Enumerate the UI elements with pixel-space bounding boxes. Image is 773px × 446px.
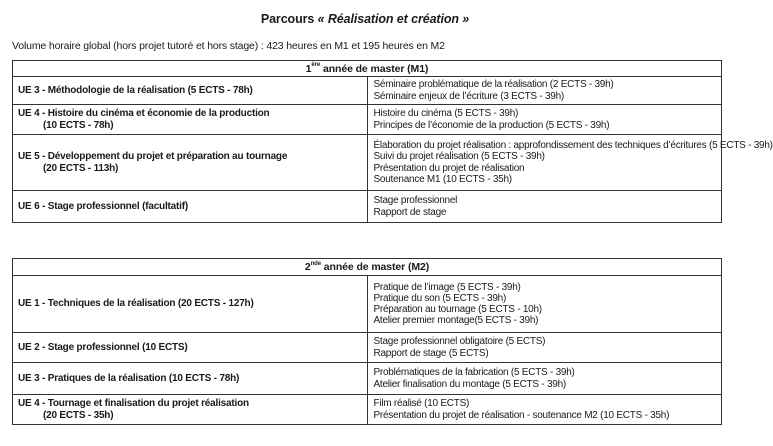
volume-horaire-text: Volume horaire global (hors projet tutoré et hors stage) : 423 heures en M1 et 195 heures en M2 (12, 40, 445, 52)
course-item: Pratique de l’image (5 ECTS - 39h) (373, 281, 521, 293)
table-row (13, 191, 722, 223)
course-item: Présentation du projet de réalisation (373, 162, 525, 174)
course-item: Séminaire problématique de la réalisation (2 ECTS - 39h) (373, 79, 614, 91)
ue-title: UE 1 - Techniques de la réalisation (20 ECTS - 127h) (18, 298, 254, 309)
ue-title: UE 6 - Stage professionnel (facultatif) (18, 200, 189, 212)
course-item: Suivi du projet réalisation (5 ECTS - 39h) (373, 151, 545, 163)
course-item: Préparation au tournage (5 ECTS - 10h) (373, 304, 542, 315)
course-item: Film réalisé (10 ECTS) (373, 398, 470, 410)
course-item: Problématiques de la fabrication (5 ECTS - 39h) (373, 367, 575, 379)
ue-cell (13, 363, 368, 395)
page-title (0, 12, 730, 26)
table-m1-header-row (13, 61, 722, 77)
ue-title: UE 2 - Stage professionnel (10 ECTS) (18, 341, 188, 353)
ue-cell (13, 333, 368, 363)
table-row (13, 333, 722, 363)
table-m2-header-sup: nde (310, 260, 321, 267)
course-item: Pratique du son (5 ECTS - 39h) (373, 292, 507, 304)
course-list (367, 333, 722, 363)
course-item: Rapport de stage (5 ECTS) (373, 347, 489, 359)
table-m1 (12, 60, 773, 223)
ue-cell (13, 395, 368, 425)
course-item: Rapport de stage (373, 206, 447, 218)
course-item: Élaboration du projet réalisation : approfondissement des techniques d’écritures (5 ECTS - 39h) (373, 140, 773, 152)
ue-title: UE 3 - Méthodologie de la réalisation (5 ECTS - 78h) (18, 84, 253, 96)
course-item: Stage professionnel (373, 195, 458, 207)
table-m2-header-text: année de master (M2) (320, 261, 430, 273)
ue-credits: (10 ECTS - 78h) (43, 119, 114, 131)
ue-title: UE 4 - Tournage et finalisation du projet réalisation (18, 397, 249, 409)
table-m1-header-num: 1 (305, 62, 312, 75)
table-m1-header (13, 61, 722, 77)
course-item: Histoire du cinéma (5 ECTS - 39h) (373, 108, 519, 120)
course-list (367, 105, 722, 135)
title-parcours-name: « Réalisation et création » (317, 12, 470, 26)
table-m2-header-num: 2 (304, 261, 311, 273)
ue-cell (13, 135, 368, 191)
ue-credits: (20 ECTS - 113h) (43, 162, 119, 174)
ue-credits: (20 ECTS - 35h) (43, 409, 114, 421)
ue-cell (13, 191, 368, 223)
table-row (13, 77, 722, 105)
ue-title: UE 5 - Développement du projet et préparation au tournage (18, 150, 288, 162)
table-row (13, 363, 722, 395)
course-list (367, 77, 722, 105)
course-list (367, 363, 722, 395)
course-item: Soutenance M1 (10 ECTS - 35h) (373, 173, 512, 185)
table-m2-header (13, 259, 722, 276)
table-row (13, 395, 722, 425)
course-list (367, 276, 722, 333)
ue-title: UE 3 - Pratiques de la réalisation (10 ECTS - 78h) (18, 372, 240, 384)
table-row (13, 105, 722, 135)
ue-title: UE 4 - Histoire du cinéma et économie de la production (18, 107, 270, 119)
table-row (13, 135, 722, 191)
course-item: Atelier premier montage(5 ECTS - 39h) (373, 315, 539, 327)
ue-cell (13, 77, 368, 105)
course-item: Stage professionnel obligatoire (5 ECTS) (373, 336, 546, 348)
table-m2-header-row (13, 259, 722, 276)
course-item: Séminaire enjeux de l’écriture (3 ECTS - 39h) (373, 90, 565, 102)
course-item: Principes de l’économie de la production (5 ECTS - 39h) (373, 119, 610, 131)
table-m2 (12, 258, 722, 425)
course-item: Atelier finalisation du montage (5 ECTS - 39h) (373, 378, 566, 390)
table-m1-header-text: année de master (M1) (320, 62, 429, 75)
course-list (367, 135, 773, 191)
title-prefix: Parcours (260, 12, 318, 26)
ue-cell (13, 276, 368, 333)
table-row (13, 276, 722, 333)
course-item: Présentation du projet de réalisation - soutenance M2 (10 ECTS - 35h) (373, 409, 670, 421)
course-list (367, 191, 722, 223)
course-list (367, 395, 722, 425)
table-m1-header-sup: ère (311, 62, 321, 68)
ue-cell (13, 105, 368, 135)
